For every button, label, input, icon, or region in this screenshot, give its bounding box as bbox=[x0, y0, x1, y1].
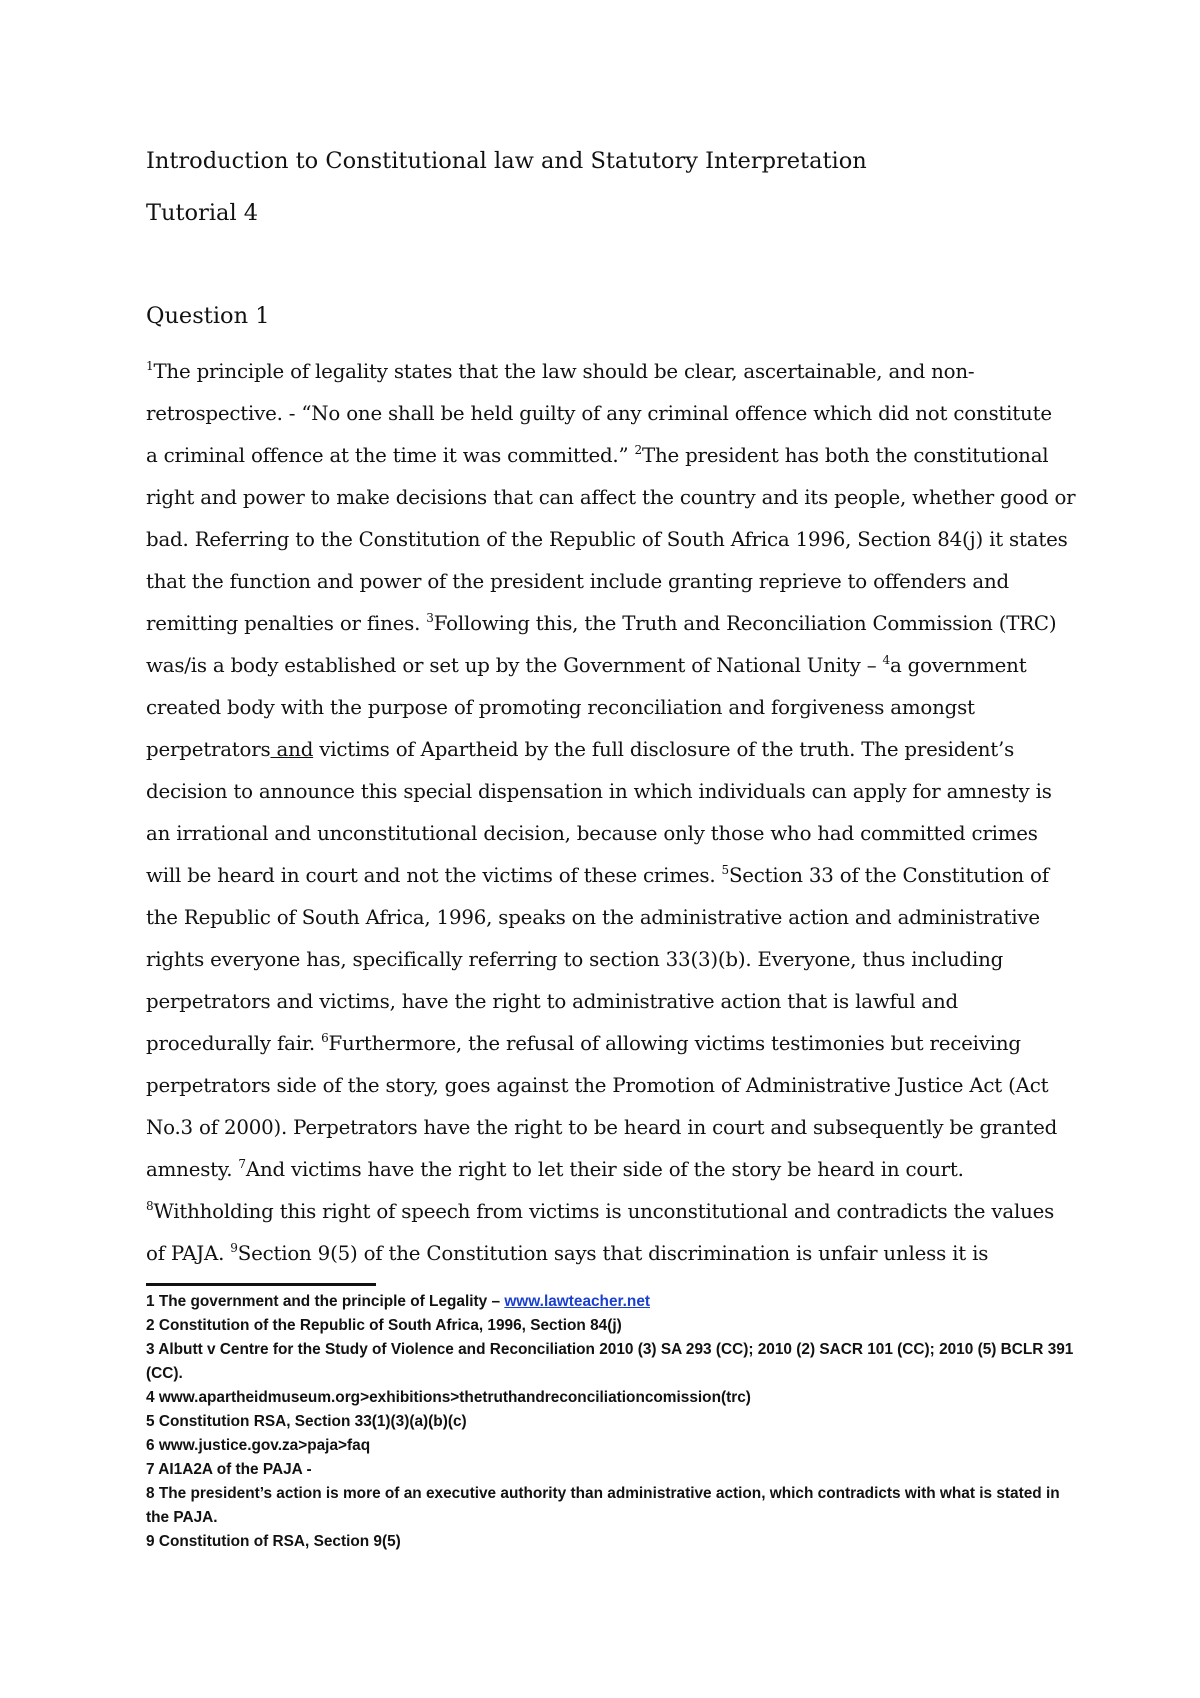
body-line bbox=[146, 1023, 1076, 1065]
body-text: bad. Referring to the Constitution of the Republic of South Africa 1996, Section 84(j) it states bbox=[146, 528, 1068, 551]
body-text: Furthermore, the refusal of allowing victims testimonies but receiving bbox=[328, 1032, 1021, 1055]
body-text: And victims have the right to let their side of the story be heard in court. bbox=[245, 1158, 964, 1181]
footnote-text: 7 AI1A2A of the PAJA - bbox=[146, 1461, 312, 1478]
footnote-text: 8 The president’s action is more of an executive authority than administrative action, which contradicts with what is stated in the PAJA. bbox=[146, 1485, 1060, 1526]
footnote-text: 2 Constitution of the Republic of South Africa, 1996, Section 84(j) bbox=[146, 1317, 622, 1334]
footnotes bbox=[146, 1290, 1076, 1554]
body-line bbox=[146, 603, 1076, 645]
footnote-marker: 8 bbox=[146, 1199, 154, 1213]
body-line bbox=[146, 561, 1076, 603]
body-text: Section 33 of the Constitution of bbox=[728, 864, 1049, 887]
body-text: was/is a body established or set up by the Government of National Unity – bbox=[146, 654, 883, 677]
body-text: will be heard in court and not the victims of these crimes. bbox=[146, 864, 722, 887]
footnote-2 bbox=[146, 1314, 1076, 1338]
body-line bbox=[146, 855, 1076, 897]
body-text: an irrational and unconstitutional decision, because only those who had committed crimes bbox=[146, 822, 1038, 845]
body-line bbox=[146, 1233, 1076, 1275]
body-line bbox=[146, 1191, 1076, 1233]
body-line bbox=[146, 939, 1076, 981]
footnote-5 bbox=[146, 1410, 1076, 1434]
footnote-text: 6 www.justice.gov.za>paja>faq bbox=[146, 1437, 371, 1454]
body-line bbox=[146, 351, 1076, 393]
body-text: The president has both the constitutional bbox=[641, 444, 1049, 467]
body-line bbox=[146, 897, 1076, 939]
footnote-text: 3 Albutt v Centre for the Study of Violence and Reconciliation 2010 (3) SA 293 (CC); 2010 (2) SACR 101 (CC); 2010 (5) BCLR 391 (CC). bbox=[146, 1341, 1074, 1382]
document-subtitle: Tutorial 4 bbox=[146, 200, 259, 226]
footnote-9 bbox=[146, 1530, 1076, 1554]
footnote-text: 1 The government and the principle of Legality – bbox=[146, 1293, 505, 1310]
body-text: of PAJA. bbox=[146, 1242, 231, 1265]
underlined-text: and bbox=[270, 738, 314, 761]
body-text: procedurally fair. bbox=[146, 1032, 322, 1055]
body-text: right and power to make decisions that can affect the country and its people, whether good or bbox=[146, 486, 1076, 509]
footnote-marker: 5 bbox=[721, 863, 729, 877]
footnote-marker: 6 bbox=[321, 1031, 329, 1045]
body-text: The principle of legality states that the law should be clear, ascertainable, and non- bbox=[153, 360, 975, 383]
footnote-3 bbox=[146, 1338, 1076, 1386]
body-text: perpetrators side of the story, goes against the Promotion of Administrative Justice Act (Act bbox=[146, 1074, 1049, 1097]
footnote-text: 4 www.apartheidmuseum.org>exhibitions>thetruthandreconciliationcomission(trc) bbox=[146, 1389, 751, 1406]
body-line bbox=[146, 729, 1076, 771]
body-line bbox=[146, 519, 1076, 561]
body-line bbox=[146, 435, 1076, 477]
footnote-6 bbox=[146, 1434, 1076, 1458]
body-text: rights everyone has, specifically referring to section 33(3)(b). Everyone, thus including bbox=[146, 948, 1004, 971]
footnote-1 bbox=[146, 1290, 1076, 1314]
footnote-marker: 7 bbox=[238, 1157, 246, 1171]
footnote-marker: 2 bbox=[634, 443, 642, 457]
footnote-text: 9 Constitution of RSA, Section 9(5) bbox=[146, 1533, 401, 1550]
body-text: perpetrators bbox=[146, 738, 271, 761]
footnote-marker: 9 bbox=[230, 1241, 238, 1255]
body-text: No.3 of 2000). Perpetrators have the right to be heard in court and subsequently be granted bbox=[146, 1116, 1058, 1139]
body-text: retrospective. - “No one shall be held guilty of any criminal offence which did not constitute bbox=[146, 402, 1052, 425]
body-line bbox=[146, 687, 1076, 729]
body-text: Section 9(5) of the Constitution says that discrimination is unfair unless it is bbox=[237, 1242, 989, 1265]
body-line bbox=[146, 813, 1076, 855]
body-text: victims of Apartheid by the full disclosure of the truth. The president’s bbox=[313, 738, 1015, 761]
footnote-separator bbox=[146, 1283, 376, 1286]
body-text: the Republic of South Africa, 1996, speaks on the administrative action and administrative bbox=[146, 906, 1040, 929]
footnote-marker: 4 bbox=[882, 653, 890, 667]
footnote-marker: 1 bbox=[146, 359, 154, 373]
answer-body bbox=[146, 351, 1076, 1275]
body-line bbox=[146, 1065, 1076, 1107]
body-line bbox=[146, 771, 1076, 813]
body-line bbox=[146, 981, 1076, 1023]
footnote-marker: 3 bbox=[426, 611, 434, 625]
footnote-link[interactable]: www.lawteacher.net bbox=[504, 1293, 651, 1310]
body-text: amnesty. bbox=[146, 1158, 239, 1181]
body-line bbox=[146, 645, 1076, 687]
body-text: created body with the purpose of promoting reconciliation and forgiveness amongst bbox=[146, 696, 975, 719]
question-heading: Question 1 bbox=[146, 303, 270, 329]
footnote-8 bbox=[146, 1482, 1076, 1530]
body-text: Withholding this right of speech from victims is unconstitutional and contradicts the values bbox=[153, 1200, 1055, 1223]
footnote-text: 5 Constitution RSA, Section 33(1)(3)(a)(b)(c) bbox=[146, 1413, 467, 1430]
body-text: perpetrators and victims, have the right to administrative action that is lawful and bbox=[146, 990, 959, 1013]
body-text: a criminal offence at the time it was committed.” bbox=[146, 444, 635, 467]
body-text: a government bbox=[889, 654, 1027, 677]
body-line bbox=[146, 393, 1076, 435]
body-line bbox=[146, 1107, 1076, 1149]
body-text: remitting penalties or fines. bbox=[146, 612, 427, 635]
body-line bbox=[146, 477, 1076, 519]
footnote-7 bbox=[146, 1458, 1076, 1482]
body-text: decision to announce this special dispensation in which individuals can apply for amnesty is bbox=[146, 780, 1052, 803]
document-title: Introduction to Constitutional law and Statutory Interpretation bbox=[146, 148, 867, 174]
body-text: that the function and power of the president include granting reprieve to offenders and bbox=[146, 570, 1009, 593]
body-text: Following this, the Truth and Reconciliation Commission (TRC) bbox=[433, 612, 1057, 635]
footnote-4 bbox=[146, 1386, 1076, 1410]
body-line bbox=[146, 1149, 1076, 1191]
